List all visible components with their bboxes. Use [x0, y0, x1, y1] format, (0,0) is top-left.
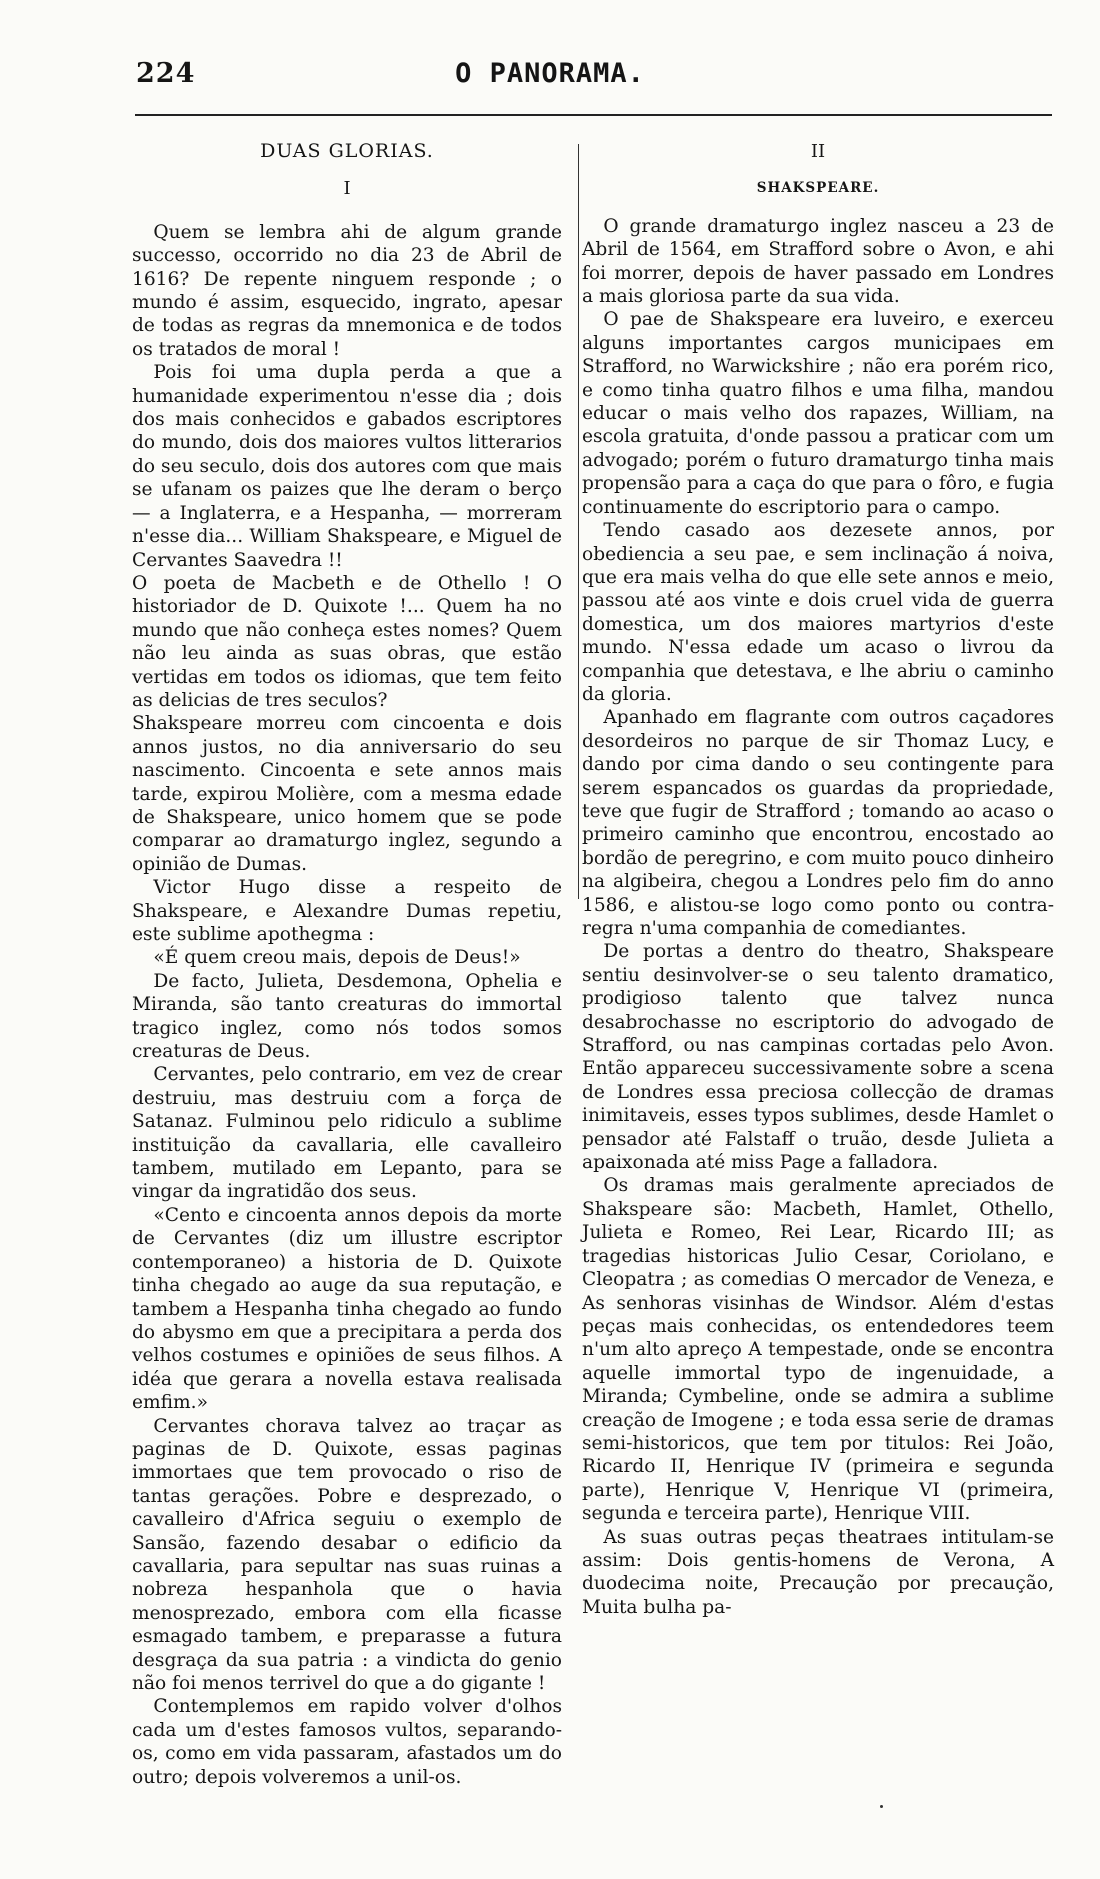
- paragraph: Cervantes, pelo contrario, em vez de crear destruiu, mas destruiu com a força de Satanaz. Fulminou pelo ridiculo a sublime instituição da cavallaria, elle cavalleiro tambem, mutilado em Lepanto, para se vingar da ingratidão dos seus.: [132, 1064, 562, 1203]
- left-column: [132, 138, 562, 1789]
- paragraph: Quem se lembra ahi de algum grande successo, occorrido no dia 23 de Abril de 1616? De repente ninguem responde ; o mundo é assim, esquecido, ingrato, apesar de todas as regras da mnemonica e de todos os tratados de moral !: [132, 221, 562, 360]
- paragraph: As suas outras peças theatraes intitulam-se assim: Dois gentis-homens de Verona, A duodecima noite, Precaução por precaução, Muita bulha pa-: [582, 1526, 1054, 1618]
- publication-title: O PANORAMA.: [455, 58, 645, 89]
- section-number-i: I: [343, 178, 351, 200]
- paragraph: Cervantes chorava talvez ao traçar as paginas de D. Quixote, essas paginas immortaes que tem provocado o riso de tantas gerações. Pobre e desprezado, o cavalleiro d'Africa seguiu o exemplo de Sansão, fazendo desabar o edificio da cavallaria, para sepultar nas suas ruinas a nobreza hespanhola que o havia menosprezado, embora com ella ficasse esmagado tambem, e preparasse a futura desgraça da sua patria : a vindicta do genio não foi menos terrivel do que a do gigante !: [132, 1415, 562, 1694]
- paragraph: Victor Hugo disse a respeito de Shakspeare, e Alexandre Dumas repetiu, este sublime apothegma :: [132, 877, 562, 945]
- ink-speck: [880, 1805, 883, 1808]
- quote: «É quem creou mais, depois de Deus!»: [153, 947, 521, 969]
- paragraph: Shakspeare morreu com cincoenta e dois annos justos, no dia anniversario do seu nascimento. Cincoenta e sete annos mais tarde, expirou Molière, com a mesma edade de Shakspeare, unico homem que se pode comparar ao dramaturgo inglez, segundo a opinião de Dumas.: [132, 713, 562, 875]
- page-header: [0, 58, 1100, 98]
- page-number: 224: [136, 58, 196, 89]
- paragraph: «Cento e cincoenta annos depois da morte de Cervantes (diz um illustre escriptor contemporaneo) a historia de D. Quixote tinha chegado ao auge da sua reputação, e tambem a Hespanha tinha chegado ao fundo do abysmo em que a precipitara a perda dos velhos costumes e opiniões de seus filhos. A idéa que gerara a novella estava realisada emfim.»: [132, 1204, 562, 1414]
- paragraph: Apanhado em flagrante com outros caçadores desordeiros no parque de sir Thomaz Lucy, e dando por cima dando o seu contingente para serem espancados os guardas da propriedade, teve que fugir de Strafford ; tomando ao acaso o primeiro caminho que encontrou, encostado ao bordão de peregrino, e com muito pouco dinheiro na algibeira, chegou a Londres pelo fim do anno 1586, e alistou-se logo como ponto ou contra-regra n'uma companhia de comediantes.: [582, 707, 1054, 939]
- paragraph: O pae de Shakspeare era luveiro, e exerceu alguns importantes cargos municipaes em Strafford, no Warwickshire ; não era porém rico, e como tinha quatro filhos e uma filha, mandou educar o mais velho dos rapazes, William, na escola gratuita, d'onde passou a praticar com um advogado; porém o futuro dramaturgo tinha mais propensão para a caça do que para o fôro, e fugia continuamente do escriptorio para o campo.: [582, 309, 1054, 518]
- paragraph: Contemplemos em rapido volver d'olhos cada um d'estes famosos vultos, separando-os, como em vida passaram, afastados um do outro; depois volveremos a unil-os.: [132, 1696, 562, 1788]
- paragraph: O poeta de Macbeth e de Othello ! O historiador de D. Quixote !... Quem ha no mundo que não conheça estes nomes? Quem não leu ainda as suas obras, que estão vertidas em todos os idiomas, que tem feito as delicias de tres seculos?: [132, 572, 562, 711]
- column-divider: [578, 144, 579, 899]
- header-rule: [135, 114, 1052, 116]
- paragraph: De facto, Julieta, Desdemona, Ophelia e Miranda, são tanto creaturas do immortal tragico inglez, como nós todos somos creaturas de Deus.: [132, 970, 562, 1063]
- section-number-ii: II: [810, 141, 826, 162]
- paragraph: Tendo casado aos dezesete annos, por obediencia a seu pae, e sem inclinação á noiva, que era mais velha do que elle sete annos e meio, passou até aos vinte e dois cruel vida de guerra domestica, um dos maiores martyrios d'este mundo. N'essa edade um acaso o livrou da companhia que detestava, e lhe abriu o caminho da gloria.: [582, 520, 1054, 705]
- section-subheading: SHAKSPEARE.: [756, 180, 880, 197]
- right-column: [582, 138, 1054, 1619]
- paragraph: O grande dramaturgo inglez nasceu a 23 de Abril de 1564, em Strafford sobre o Avon, e ahi foi morrer, depois de haver passado em Londres a mais gloriosa parte da sua vida.: [582, 215, 1054, 308]
- paragraph: Os dramas mais geralmente apreciados de Shakspeare são: Macbeth, Hamlet, Othello, Julieta e Romeo, Rei Lear, Ricardo III; as tragedias historicas Julio Cesar, Coriolano, e Cleopatra ; as comedias O mercador de Veneza, e As senhoras visinhas de Windsor. Além d'estas peças mais conhecidas, os entendedores teem n'um alto apreço A tempestade, onde se encontra aquelle immortal typo de ingenuidade, a Miranda; Cymbeline, onde se admira a sublime creação de Imogene ; e toda essa serie de dramas semi-historicos, que tem por titulos: Rei João, Ricardo II, Henrique IV (primeira e segunda parte), Henrique V, Henrique VI (primeira, segunda e terceira parte), Henrique VIII.: [582, 1175, 1054, 1525]
- article-heading: DUAS GLORIAS.: [260, 140, 434, 162]
- paragraph: Pois foi uma dupla perda a que a humanidade experimentou n'esse dia ; dois dos mais conhecidos e gabados escriptores do mundo, dois dos maiores vultos litterarios do seu seculo, dois dos autores com que mais se ufanam os paizes que lhe deram o berço — a Inglaterra, e a Hespanha, — morreram n'esse dia... William Shakspeare, e Miguel de Cervantes Saavedra !!: [132, 362, 562, 571]
- paragraph: De portas a dentro do theatro, Shakspeare sentiu desinvolver-se o seu talento dramatico, prodigioso talento que talvez nunca desabrochasse no escriptorio do advogado de Strafford, ou nas campinas cortadas pelo Avon. Então appareceu successivamente sobre a scena de Londres essa preciosa collecção de dramas inimitaveis, esses typos sublimes, desde Hamlet o pensador até Falstaff o truão, desde Julieta a apaixonada até miss Page a falladora.: [582, 941, 1054, 1174]
